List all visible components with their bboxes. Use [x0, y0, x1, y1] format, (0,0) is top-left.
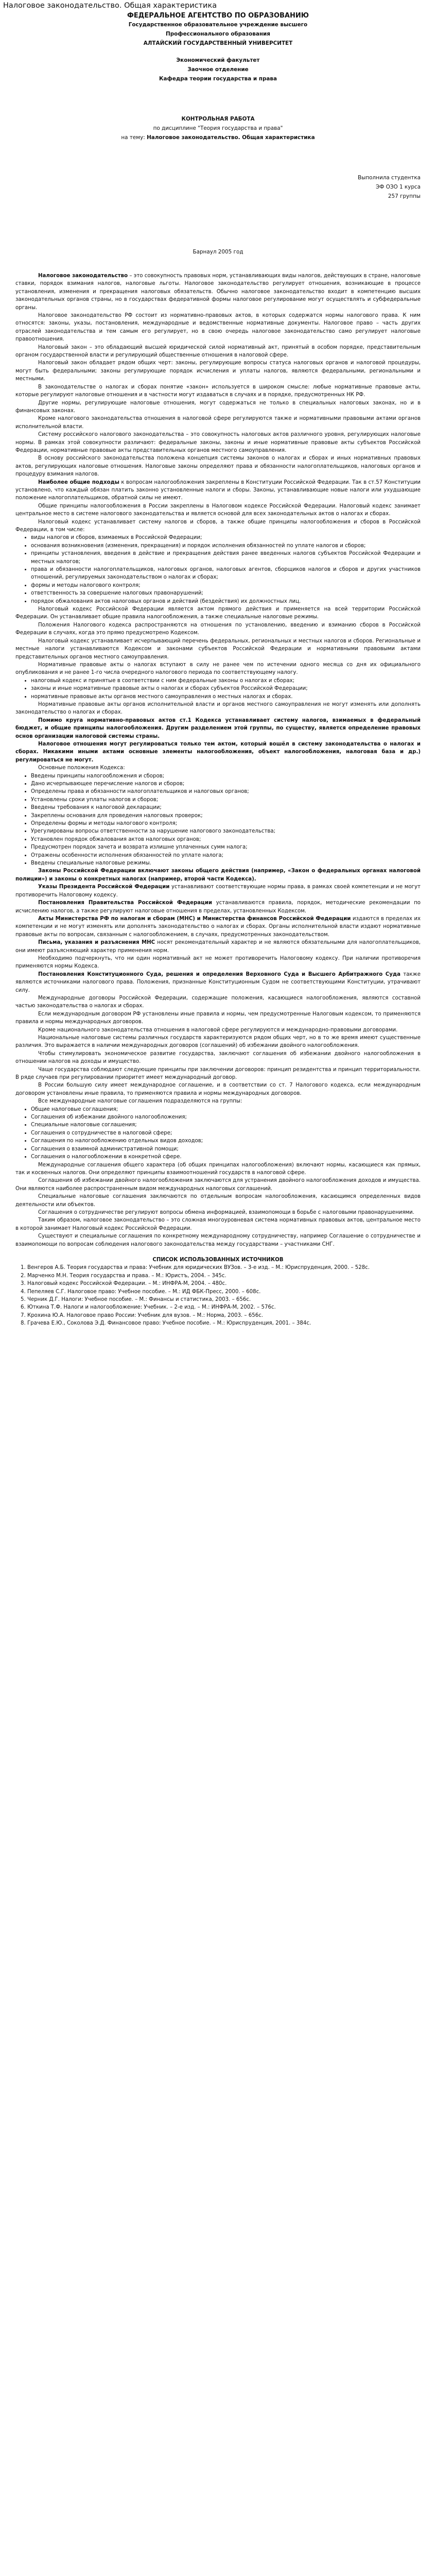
system-section	[15, 701, 421, 772]
paragraph	[15, 415, 421, 431]
topic-line	[15, 133, 421, 142]
paragraph	[15, 1034, 421, 1050]
paragraph	[15, 272, 421, 312]
paragraph-text: носят рекомендательный характер и не являются обязательными для налогоплательщиков, они имеют разъясняющий характер применения норм.	[15, 940, 421, 954]
list-item: • Специальные налоговые соглашения;	[31, 1121, 421, 1129]
bibliography-item: 8. Грачева Е.Ю., Соколова Э.Д. Финансовое право: Учебное пособие. – М.: Юриспруденция, 2001. – 384с.	[21, 1320, 311, 1327]
paragraph-text: также являются источниками налогового права. Положения, признанные Конституционным Судом не соответствующими Конституции, утрачивают силу.	[15, 971, 421, 993]
list-item: • нормативные правовые акты органов местного самоуправления о местных налогах и сборах.	[31, 693, 421, 701]
paragraph-lead: Постановления Правительства Российской Федерации	[38, 900, 213, 906]
paragraph-text: Систему российского налогового законодательства – это совокупность налоговых актов различного уровня, регулирующих налоговые нормы. В рамках этой совокупности различают: федеральные законы, законы и иные нормативные правовые акты субъектов Российской Федерации, нормативные правовые акты представительных органов местного самоуправления.	[15, 432, 421, 453]
paragraph-text: Налоговое законодательство РФ состоит из нормативно-правовых актов, в которых содержатся нормы налогового права. К ним относятся: законы, указы, постановления, международные и ведомственные нормативные документы. Налоговое право – часть других отраслей законодательства и тем самым его регулирует, но в свою очередь налоговое законодательство само регулирует налоговые правоотношения.	[15, 313, 421, 343]
list-item: • ответственность за совершение налоговых правонарушений;	[31, 589, 421, 597]
list-item: • основания возникновения (изменения, прекращения) и порядок исполнения обязанностей по уплате налогов и сборов;	[31, 542, 421, 550]
list-item: • Соглашения о взаимной административной помощи;	[31, 1145, 421, 1153]
paragraph-text: В законодательстве о налогах и сборах понятие «закон» используется в широком смысле: любые нормативные правовые акты, которые регулируют налоговые отношения и в частности могут издаваться в случаях и в порядке, предусмотренных НК РФ.	[15, 384, 421, 398]
paragraph	[15, 867, 421, 883]
agreements-list	[15, 1106, 421, 1161]
list-item: • порядок обжалования актов налоговых органов и действий (бездействия) их должностных лиц.	[31, 598, 421, 605]
paragraph-lead: Постановления Конституционного Суда, решения и определения Верховного Суда и Высшего Арбитражного Суда	[38, 971, 401, 977]
paragraph	[15, 740, 421, 764]
paragraph-text: Основные положения Кодекса:	[38, 765, 125, 771]
paragraph-lead: Акты Министерства РФ по налогам и сборам (МНС) и Министерства финансов Российской Федерации	[38, 916, 351, 922]
list-item: • виды налогов и сборов, взимаемых в Российской Федерации;	[31, 534, 421, 541]
paragraph	[15, 971, 421, 994]
paragraph	[15, 479, 421, 502]
title-page	[15, 11, 421, 272]
paragraph	[15, 518, 421, 534]
list-item: • Соглашения по налогообложению отдельных видов доходов;	[31, 1137, 421, 1145]
paragraph-text: – это совокупность правовых норм, устанавливающих виды налогов, действующих в стране, налоговые ставки, порядок взимания налогов, налоговые льготы. Налоговое законодательство регулирует отношения, возникающие в процессе установления, изменения и прекращения налоговых обязательств. Обычно налоговое законодательство входит в компетенцию высших законодательных органов страны, но в государствах федеративной формы налоговое регулирование могут осуществлять и субфедеральные органы.	[15, 273, 421, 311]
list-item: • налоговый кодекс и принятые в соответствии с ним федеральные законы о налогах и сборах;	[31, 677, 421, 685]
topic-title: Налоговое законодательство. Общая характеристика	[147, 134, 315, 141]
paragraph-text: Налоговый кодекс Российской Федерации является актом прямого действия и применяется на всей территории Российской Федерации. Он устанавливает общие правила налогообложения, а также специальные налоговые режимы.	[15, 606, 421, 620]
acts-list	[15, 677, 421, 701]
paragraph-text: издаются в пределах их компетенции и не могут изменять или дополнять законодательство о налогах и сборах. Органы исполнительной власти издают нормативные правовые акты по вопросам, связанным с налогообложением, в случаях, предусмотренных законодательством.	[15, 916, 421, 938]
bibliography-list	[15, 1264, 421, 1327]
page-title: Налоговое законодательство. Общая характеристика	[3, 2, 217, 10]
paragraph-text: Национальные налоговые системы различных государств характеризуются рядом общих черт, но в то же время имеют существенные различия. Это выражается в наличии международных договоров (соглашений) об избежании двойного налогообложения.	[15, 1035, 421, 1049]
paragraph	[15, 1050, 421, 1066]
paragraph-text: устанавливают соответствующие нормы права, в рамках своей компетенции и не могут противоречить Налоговому кодексу.	[15, 884, 421, 898]
list-item: • Введены требования к налоговой декларации;	[31, 804, 421, 811]
paragraph-lead: Налоговое отношения могут регулироваться только тем актом, который вошёл в систему законодательства о налогах и сборах. Никакими иными актами основные элементы налогообложения, объект налогообложения, налоговая база и др.) регулироваться не могут.	[15, 741, 421, 763]
bibliography-item: 5. Черник Д.Г. Налоги: Учебное пособие. – М.: Финансы и статистика, 2003. – 656с.	[21, 1297, 251, 1302]
paragraph	[15, 383, 421, 399]
paragraph-text: Другие нормы, регулирующие налоговые отношения, могут содержаться не только в специальных налоговых законах, но и в финансовых законах.	[15, 400, 421, 414]
international-section	[15, 971, 421, 1106]
paragraph-text: Соглашения об избежании двойного налогообложения заключаются для устранения двойного налогообложения доходов и имущества. Они являются наиболее распространенным видом международных налоговых соглашений.	[15, 1178, 421, 1192]
department-line-2: Кафедра теории государства и права	[159, 76, 277, 82]
paragraph	[15, 717, 421, 740]
paragraph-text: В России большую силу имеет международное соглашение, и в соответствии со ст. 7 Налогового кодекса, если международным договором установлены иные правила, то применяются правила и нормы международных договоров.	[15, 1082, 421, 1096]
paragraph-lead: Законы Российской Федерации включают законы общего действия (например, «Закон о федеральных органах налоговой полиции») и законы о конкретных налогах (например, второй части Кодекса).	[15, 868, 421, 882]
paragraph	[15, 1177, 421, 1193]
paragraph-text: Соглашения о сотрудничестве регулируют вопросы обмена информацией, взаимопомощи в борьбе с налоговыми правонарушениями.	[38, 1209, 414, 1215]
paragraph	[15, 701, 421, 717]
paragraph	[15, 1209, 421, 1216]
list-item: • Введены специальные налоговые режимы.	[31, 859, 421, 867]
code-provisions-list	[15, 534, 421, 605]
list-item: • Определены формы и методы налогового контроля;	[31, 820, 421, 827]
paragraph	[15, 621, 421, 637]
paragraph-text: Таким образом, налоговое законодательство – это сложная многоуровневая система нормативных правовых актов, центральное место в которой занимает Налоговый кодекс Российской Федерации.	[15, 1217, 421, 1231]
paragraph	[15, 312, 421, 344]
list-item: • Соглашения об избежании двойного налогообложения;	[31, 1113, 421, 1121]
list-item: • Урегулированы вопросы ответственности за нарушение налогового законодательства;	[31, 827, 421, 835]
paragraph-text: Международные договоры Российской Федерации, содержащие положения, касающиеся налогообложения, являются составной частью законодательства о налогах и сборах.	[15, 995, 421, 1009]
faculty-name: Экономический факультет	[176, 57, 260, 63]
paragraph	[15, 939, 421, 955]
student-line-1: Выполнила студентка	[358, 175, 421, 181]
paragraph-text: Налоговый кодекс устанавливает систему налогов и сборов, а также общие принципы налогообложения и сборов в Российской Федерации, в том числе:	[15, 519, 421, 533]
paragraph-text: Налоговый закон – это обладающий высшей юридической силой нормативный акт, принятый в особом порядке, представительным органом государственной власти и регулирующий общественные отношения в налоговой сфере.	[15, 344, 421, 359]
list-item: • законы и иные нормативные правовые акты о налогах и сборах субъектов Российской Федерации;	[31, 685, 421, 692]
paragraph-text: Положения Налогового кодекса распространяются на отношения по установлению, введению и взиманию сборов в Российской Федерации в случаях, когда это прямо предусмотрено Кодексом.	[15, 622, 421, 636]
intro-section	[15, 272, 421, 534]
list-item: • формы и методы налогового контроля;	[31, 582, 421, 589]
paragraph-lead: Налоговое законодательство	[38, 273, 128, 279]
acts-section	[15, 867, 421, 970]
list-item: • Установлены сроки уплаты налогов и сборов;	[31, 796, 421, 804]
paragraph	[15, 994, 421, 1010]
paragraph	[15, 1193, 421, 1209]
paragraph	[15, 344, 421, 360]
paragraph-text: устанавливаются правила, порядок, методические рекомендации по исчислению налогов, а также регулируют налоговые отношения в пределах, установленных Кодексом.	[15, 900, 421, 914]
paragraph-text: Общие принципы налогообложения в России закреплены в Налоговом кодексе Российской Федерации. Налоговый кодекс занимает центральное место в системе налогового законодательства и является основой для всех законодательных актов о налогах и сборах.	[15, 503, 421, 517]
agency-name: ФЕДЕРАЛЬНОЕ АГЕНТСТВО ПО ОБРАЗОВАНИЮ	[127, 12, 309, 20]
paragraph-text: Кроме национального законодательства отношения в налоговой сфере регулируются и международно-правовыми договорами.	[38, 1027, 398, 1033]
discipline-line: по дисциплине "Теория государства и права"	[153, 125, 283, 131]
city-year: Барнаул 2005 год	[193, 249, 243, 255]
list-item: • Соглашения о налогообложении в конкретной сфере.	[31, 1153, 421, 1161]
institution-line-1: Государственное образовательное учреждение высшего	[128, 22, 308, 28]
list-item: • Установлен порядок обжалования актов налоговых органов;	[31, 836, 421, 843]
bibliography-item: 7. Крохина Ю.А. Налоговое право России: Учебник для вузов. – М.: Норма, 2003. – 656с.	[21, 1312, 264, 1318]
paragraph-text: Существуют и специальные соглашения по конкретному международному сотрудничеству, например Соглашение о сотрудничестве и взаимопомощи по вопросам соблюдения налогового законодательства между государствами – участниками СНГ.	[15, 1233, 421, 1247]
paragraph-text: Все международные налоговые соглашения подразделяются на группы:	[38, 1098, 242, 1105]
paragraph-text: Нормативные правовые акты о налогах вступают в силу не ранее чем по истечении одного месяца со дня их официального опубликования и не ранее 1-го числа очередного налогового периода по соответствующему налогу.	[15, 662, 421, 676]
paragraph-text: Специальные налоговые соглашения заключаются по отдельным вопросам налогообложения, касающимся определенных видов деятельности или объектов.	[15, 1194, 421, 1208]
paragraph	[15, 1161, 421, 1177]
bibliography-item: 6. Юткина Т.Ф. Налоги и налогообложение: Учебник. – 2-е изд. – М.: ИНФРА-М, 2002. – 576с.	[21, 1304, 276, 1311]
bibliography-item: 1. Венгеров А.Б. Теория государства и права: Учебник для юридических ВУЗов. – 3-е изд. – М.: Юриспруденция, 2000. – 528с.	[21, 1265, 370, 1271]
paragraph	[15, 1081, 421, 1097]
paragraph-text: Если международным договором РФ установлены иные правила и нормы, чем предусмотренные Налоговым кодексом, то применяются правила и нормы международных договоров.	[15, 1011, 421, 1025]
paragraph	[15, 637, 421, 661]
paragraph-text: Международные соглашения общего характера (об общих принципах налогообложения) включают нормы, касающиеся как прямых, так и косвенных налогов. Они определяют принципы взаимоотношений государств в налоговой сфере.	[15, 1162, 421, 1176]
code-section	[15, 605, 421, 677]
list-item: • Отражены особенности исполнения обязанностей по уплате налога;	[31, 852, 421, 859]
paragraph-lead: Наиболее общие подходы	[38, 479, 120, 485]
paragraph	[15, 399, 421, 415]
paragraph	[15, 661, 421, 677]
bibliography-item: 2. Марченко М.Н. Теория государства и права. – М.: Юристъ, 2004. – 345с.	[21, 1273, 226, 1279]
student-line-3: 257 группы	[388, 193, 421, 199]
bibliography-item: 3. Налоговый кодекс Российской Федерации. – М.: ИНФРА-М, 2004. – 480с.	[21, 1281, 227, 1287]
list-item: • Введены принципы налогообложения и сборов;	[31, 772, 421, 780]
topic-prefix: на тему:	[121, 134, 145, 141]
paragraph-lead: Указы Президента Российской Федерации	[38, 884, 170, 890]
paragraph	[15, 1097, 421, 1105]
paragraph	[15, 1216, 421, 1232]
paragraph	[15, 454, 421, 478]
bibliography-item: 4. Пепеляев С.Г. Налоговое право: Учебное пособие. – М.: ИД ФБК-Пресс, 2000. – 608с.	[21, 1289, 261, 1295]
list-item: • Предусмотрен порядок зачета и возврата излишне уплаченных сумм налога;	[31, 843, 421, 851]
code-key-points-list	[15, 772, 421, 868]
paragraph-text: Налоговый кодекс устанавливает исчерпывающий перечень федеральных, региональных и местных налогов и сборов. Региональные и местные налоги устанавливаются Кодексом и законами субъектов Российской Федерации и нормативными правовыми актами представительных органов местного самоуправления.	[15, 638, 421, 660]
institution-line-2: Профессионального образования	[166, 31, 270, 37]
paragraph-text: Кроме налогового законодательства отношения в налоговой сфере регулируются также и нормативными правовыми актами органов исполнительной власти.	[15, 416, 421, 430]
paragraph	[15, 605, 421, 621]
list-item: • Общие налоговые соглашения;	[31, 1106, 421, 1113]
list-item: • права и обязанности налогоплательщиков, налоговых органов, налоговых агентов, сборщиков налогов и сборов и других участников отношений, регулируемых законодательством о налогах и сборах;	[31, 566, 421, 582]
paragraph-text: Чаще государства соблюдают следующие принципы при заключении договоров: принцип резидентства и принцип территориальности. В ряде случаев при регулировании приоритет имеет международный договор.	[15, 1066, 421, 1081]
paragraph	[15, 899, 421, 915]
paragraph	[15, 1026, 421, 1034]
list-item: • Дано исчерпывающее перечисление налогов и сборов;	[31, 780, 421, 788]
paragraph-text: Чтобы стимулировать экономическое развитие государства, заключают соглашения об избежании двойного налогообложения в отношении налогов на доходы и имущество.	[15, 1050, 421, 1065]
list-item: • принципы установления, введения в действие и прекращения действия ранее введенных налогов субъектов Российской Федерации и местных налогов;	[31, 550, 421, 566]
paragraph	[15, 359, 421, 383]
paragraph-text: Нормативные правовые акты органов исполнительной власти и органов местного самоуправления не могут изменять или дополнять законодательство о налогах и сборах.	[15, 701, 421, 716]
student-line-2: ЭФ ОЗО 1 курса	[376, 184, 421, 190]
work-type: КОНТРОЛЬНАЯ РАБОТА	[181, 116, 255, 122]
paragraph	[15, 502, 421, 518]
paragraph-text: В основу российского законодательства положена концепция системы законов о налогах и сборах и иных нормативных правовых актов, регулирующих налоговые отношения. Налоговые законы определяют права и обязанности налогоплательщиков, налоговых органов и процедуру взимания налогов.	[15, 455, 421, 478]
paragraph	[15, 764, 421, 772]
paragraph	[15, 431, 421, 454]
paragraph	[15, 915, 421, 939]
paragraph-text: к вопросам налогообложения закреплены в Конституции Российской Федерации. Так в ст.57 Конституции установлено, что каждый обязан платить законно установленные налоги и сборы. Законы, устанавливающие новые налоги или ухудшающие положение налогоплательщиков, обратной силы не имеют.	[15, 479, 421, 501]
paragraph-lead: Помимо круга нормативно-правовых актов ст.1 Кодекса устанавливает систему налогов, взимаемых в федеральный бюджет, и общие принципы налогообложения. Другим разделением этой группы, по существу, является определение правовых основ организации налоговой системы страны.	[15, 717, 421, 739]
paragraph	[15, 1066, 421, 1082]
list-item: • Закреплены основания для проведения налоговых проверок;	[31, 812, 421, 820]
department-line-1: Заочное отделение	[187, 66, 249, 73]
paragraph	[15, 1010, 421, 1026]
bibliography-title: СПИСОК ИСПОЛЬЗОВАННЫХ ИСТОЧНИКОВ	[152, 1257, 284, 1263]
paragraph-text: Необходимо подчеркнуть, что ни один нормативный акт не может противоречить Налоговому кодексу. При наличии противоречия применяются нормы Кодекса.	[15, 955, 421, 970]
paragraph	[15, 883, 421, 899]
paragraph-lead: Письма, указания и разъяснения МНС	[38, 940, 155, 946]
list-item: • Соглашения о сотрудничестве в налоговой сфере;	[31, 1129, 421, 1137]
document-body	[15, 11, 421, 2576]
paragraph-text: Налоговый закон обладает рядом общих черт: законы, регулирующие вопросы статуса налоговых органов и налоговой процедуры, могут быть федеральными; законы регулирующие порядок исчисления и уплаты налогов, являются федеральными, региональными и местными.	[15, 360, 421, 382]
university-name: АЛТАЙСКИЙ ГОСУДАРСТВЕННЫЙ УНИВЕРСИТЕТ	[143, 40, 293, 46]
conclusion-section	[15, 1161, 421, 1248]
list-item: • Определены права и обязанности налогоплательщиков и налоговых органов;	[31, 788, 421, 795]
paragraph	[15, 955, 421, 971]
paragraph	[15, 1232, 421, 1248]
